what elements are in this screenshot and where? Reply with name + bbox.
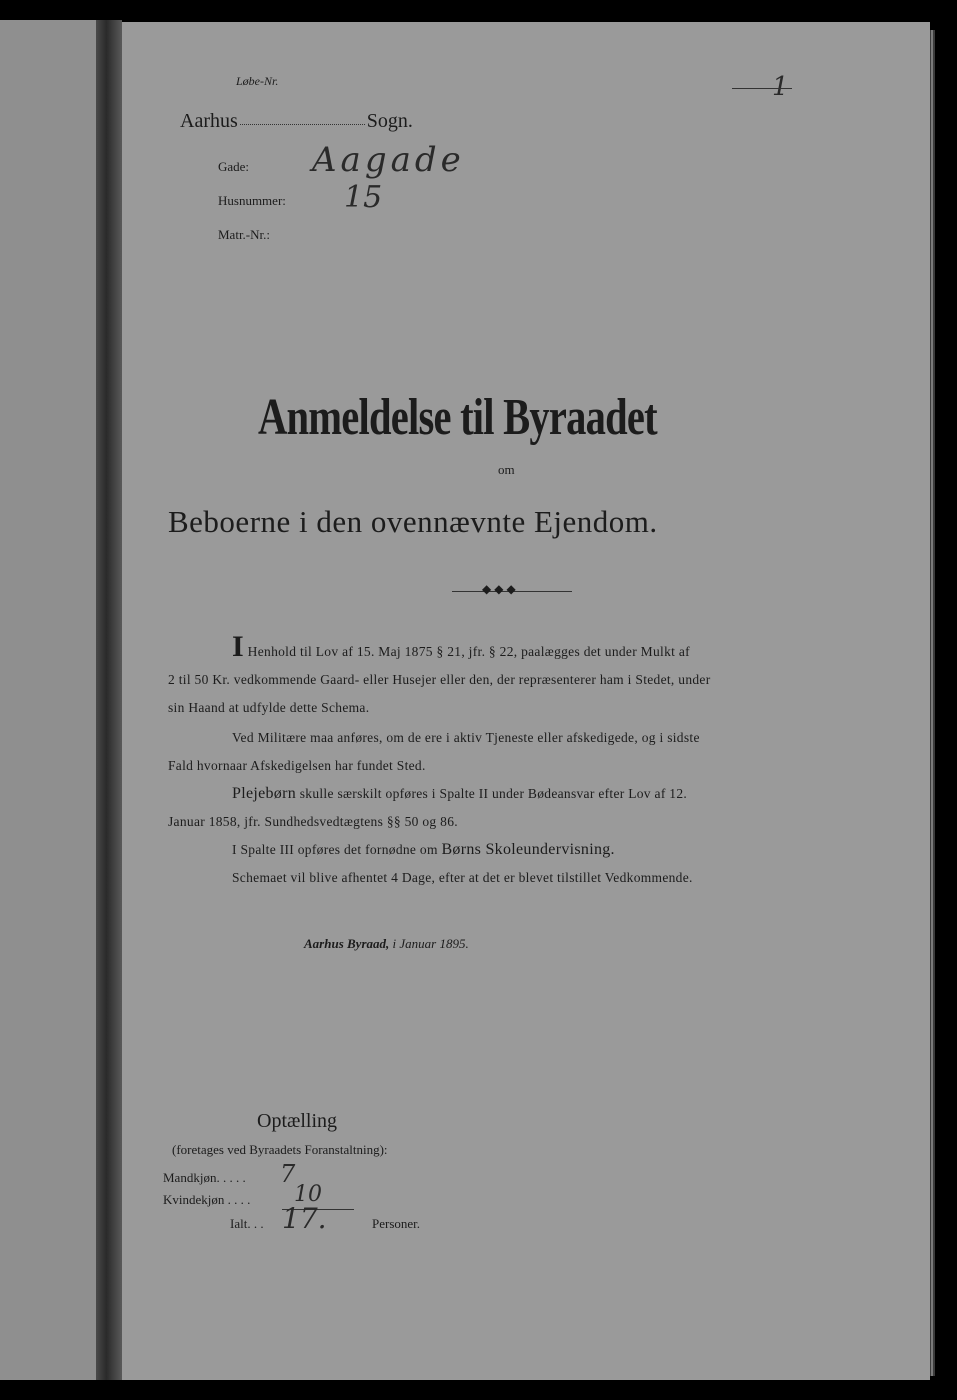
paragraph-2-line-2: Fald hvornaar Afskedigelsen har fundet Sted. — [168, 758, 426, 773]
document-title: Anmeldelse til Byraadet — [258, 389, 657, 446]
husnummer-value: 15 — [344, 180, 383, 215]
document-subtitle: Beboerne i den ovennævnte Ejendom. — [168, 504, 658, 539]
paragraph-5: Schemaet vil blive afhentet 4 Dage, efter at det er blevet tilstillet Vedkommende. — [232, 870, 693, 885]
mandkjon-label: Mandkjøn. . . . . — [163, 1170, 246, 1185]
personer-label: Personer. — [372, 1216, 421, 1231]
paragraph-1-line-2: 2 til 50 Kr. vedkommende Gaard- eller Husejer eller den, der repræsenterer ham i Stedet, under — [168, 672, 711, 687]
lobe-nr-line — [732, 88, 792, 90]
document-page — [122, 22, 930, 1380]
gade-value: Aagade — [312, 140, 465, 180]
paragraph-4 — [232, 836, 615, 864]
ialt-value: 17. — [282, 1202, 327, 1235]
skoleundervisning-term: Børns Skoleundervisning. — [441, 841, 615, 858]
kvindekjon-value: 10 — [294, 1182, 322, 1207]
lobe-nr-value: 1 — [772, 72, 789, 102]
sogn-line — [180, 110, 413, 133]
gade-label: Gade: — [218, 159, 250, 174]
mandkjon-value: 7 — [280, 1160, 296, 1188]
paragraph-1-line-3: sin Haand at udfylde dette Schema. — [168, 700, 370, 715]
kvindekjon-label: Kvindekjøn . . . . — [163, 1192, 251, 1207]
lobe-nr-label: Løbe-Nr. — [236, 74, 279, 88]
count-heading: Optælling — [257, 1110, 338, 1132]
paragraph-3-line-2: Januar 1858, jfr. Sundhedsvedtægtens §§ 50 og 86. — [168, 814, 458, 829]
ialt-label: Ialt. . . — [230, 1216, 264, 1231]
matr-nr-label: Matr.-Nr.: — [218, 227, 270, 242]
drop-cap: I — [232, 630, 244, 663]
book-gutter — [96, 20, 122, 1380]
paragraph-3-line-1 — [232, 780, 687, 808]
left-page-edge — [0, 20, 96, 1380]
count-subheading: (foretages ved Byraadets Foranstaltning): — [172, 1142, 388, 1157]
plejeborn-term: Plejebørn — [232, 785, 297, 802]
p3-line1-text: skulle særskilt opføres i Spalte II under Bødeansvar efter Lov af 12. — [299, 786, 688, 801]
p4-text: I Spalte III opføres det fornødne om — [232, 842, 438, 857]
signature — [304, 936, 469, 952]
title-om: om — [498, 462, 515, 477]
sogn-label: Sogn. — [366, 110, 413, 132]
sogn-fill-line — [240, 123, 365, 125]
husnummer-label: Husnummer: — [218, 193, 286, 208]
paragraph-2-line-1: Ved Militære maa anføres, om de ere i aktiv Tjeneste eller afskedigede, og i sidste — [232, 730, 700, 745]
signature-council: Aarhus Byraad, — [304, 936, 390, 951]
city-name: Aarhus — [180, 110, 238, 132]
signature-date: i Januar 1895. — [392, 936, 469, 951]
paragraph-1-line-1 — [232, 630, 690, 666]
p1-line1-text: Henhold til Lov af 15. Maj 1875 § 21, jfr. § 22, paalægges det under Mulkt af — [247, 644, 690, 659]
ornament-diamonds: ◆◆◆ — [482, 582, 519, 596]
